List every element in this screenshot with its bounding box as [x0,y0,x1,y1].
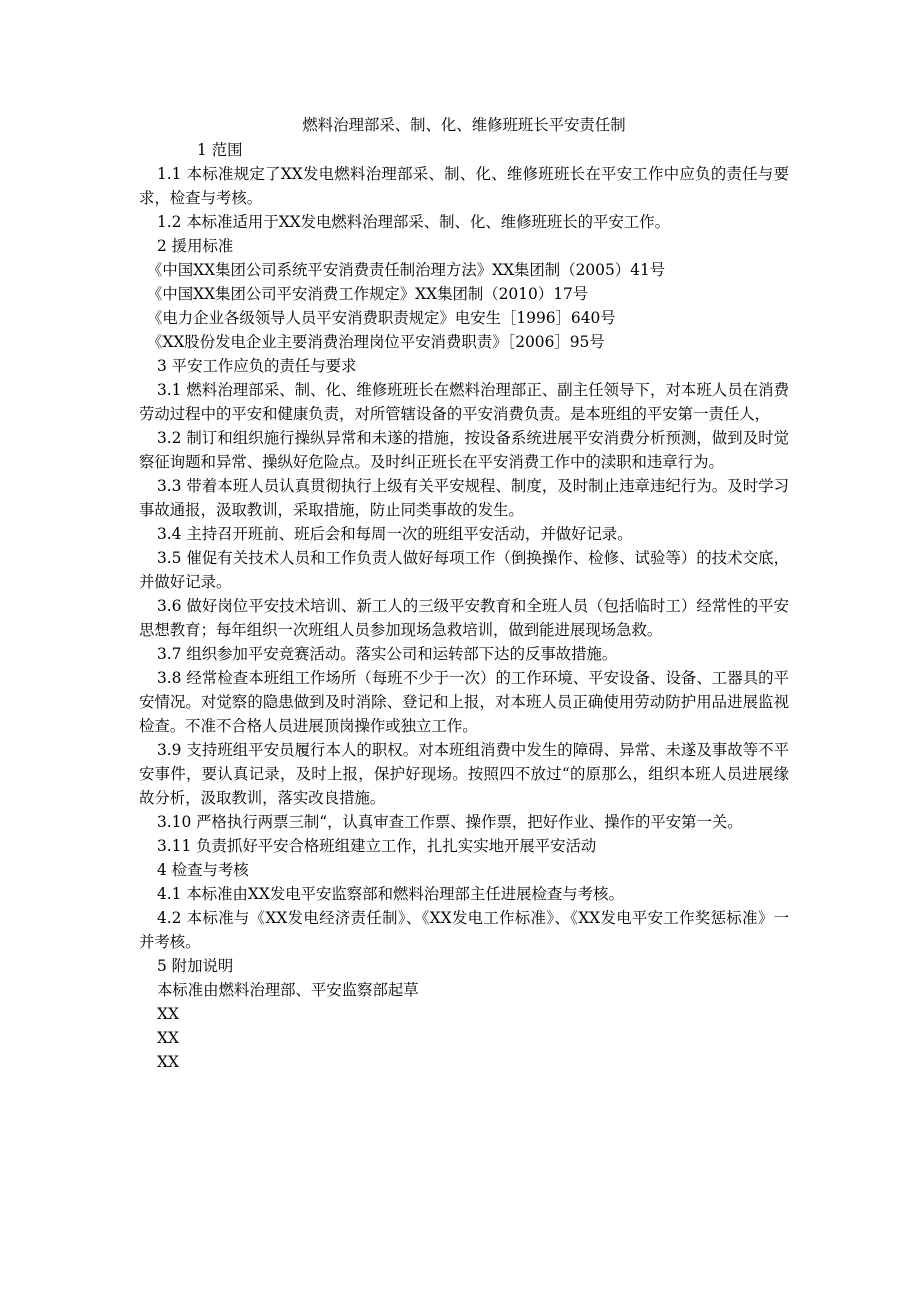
drafting-note: 本标准由燃料治理部、平安监察部起草 [157,981,419,999]
paragraph-3-8: 3.8 经常检查本班组工作场所（每班不少于一次）的工作环境、平安设备、设备、工器具的平安情况。对觉察的隐患做到及时消除、登记和上报，对本班人员正确使用劳动防护用品进展监视检查。不准不合格人员进展顶岗操作或独立工作。 [139,669,789,735]
section-heading-references: 2 援用标准 [157,237,234,255]
paragraph-3-6: 3.6 做好岗位平安技术培训、新工人的三级平安教育和全班人员（包括临时工）经常性的平安思想教育；每年组织一次班组人员参加现场急救培训，做到能进展现场急救。 [139,597,789,639]
paragraph-4-2: 4.2 本标准与《XX发电经济责任制》、《XX发电工作标准》、《XX发电平安工作奖惩标准》一并考核。 [139,909,789,951]
paragraph-3-9: 3.9 支持班组平安员履行本人的职权。对本班组消费中发生的障碍、异常、未遂及事故等不平安事件，要认真记录，及时上报，保护好现场。按照四不放过“的原那么，组织本班人员进展缘故分析，汲取教训，落实改良措施。 [139,741,789,807]
signature-line: XX [157,1029,179,1047]
reference-item: 《XX股份发电企业主要消费治理岗位平安消费职责》［2006］95号 [147,333,605,351]
paragraph-3-10: 3.10 严格执行两票三制“，认真审查工作票、操作票，把好作业、操作的平安第一关。 [157,813,743,831]
paragraph-1-1: 1.1 本标准规定了XX发电燃料治理部采、制、化、维修班班长在平安工作中应负的责任与要求，检查与考核。 [139,165,789,207]
paragraph-3-11: 3.11 负责抓好平安合格班组建立工作，扎扎实实地开展平安活动 [157,837,597,855]
reference-item: 《中国XX集团公司平安消费工作规定》XX集团制（2010）17号 [147,285,589,303]
paragraph-1-2: 1.2 本标准适用于XX发电燃料治理部采、制、化、维修班班长的平安工作。 [157,213,671,231]
section-heading-responsibilities: 3 平安工作应负的责任与要求 [157,357,357,375]
signature-line: XX [157,1005,179,1023]
section-heading-notes: 5 附加说明 [157,957,234,975]
paragraph-3-2: 3.2 制订和组织施行操纵异常和未遂的措施，按设备系统进展平安消费分析预测，做到及时觉察征询题和异常、操纵好危险点。及时纠正班长在平安消费工作中的渎职和违章行为。 [139,429,789,471]
section-heading-inspection: 4 检查与考核 [157,861,249,879]
signature-line: XX [157,1053,179,1071]
reference-item: 《电力企业各级领导人员平安消费职责规定》电安生［1996］640号 [147,309,616,327]
reference-item: 《中国XX集团公司系统平安消费责任制治理方法》XX集团制（2005）41号 [147,261,666,279]
document-page [139,112,789,1074]
paragraph-3-3: 3.3 带着本班人员认真贯彻执行上级有关平安规程、制度，及时制止违章违纪行为。及时学习事故通报，汲取教训，采取措施，防止同类事故的发生。 [139,477,789,519]
paragraph-3-4: 3.4 主持召开班前、班后会和每周一次的班组平安活动，并做好记录。 [157,525,633,543]
paragraph-3-5: 3.5 催促有关技术人员和工作负责人做好每项工作（倒换操作、检修、试验等）的技术交底，并做好记录。 [139,549,789,591]
section-heading-scope: 1 范围 [197,141,243,159]
paragraph-4-1: 4.1 本标准由XX发电平安监察部和燃料治理部主任进展检查与考核。 [157,885,624,903]
document-title: 燃料治理部采、制、化、维修班班长平安责任制 [302,116,626,134]
paragraph-3-1: 3.1 燃料治理部采、制、化、维修班班长在燃料治理部正、副主任领导下，对本班人员在消费劳动过程中的平安和健康负责，对所管辖设备的平安消费负责。是本班组的平安第一责任人， [139,381,789,423]
paragraph-3-7: 3.7 组织参加平安竞赛活动。落实公司和运转部下达的反事故措施。 [157,645,618,663]
